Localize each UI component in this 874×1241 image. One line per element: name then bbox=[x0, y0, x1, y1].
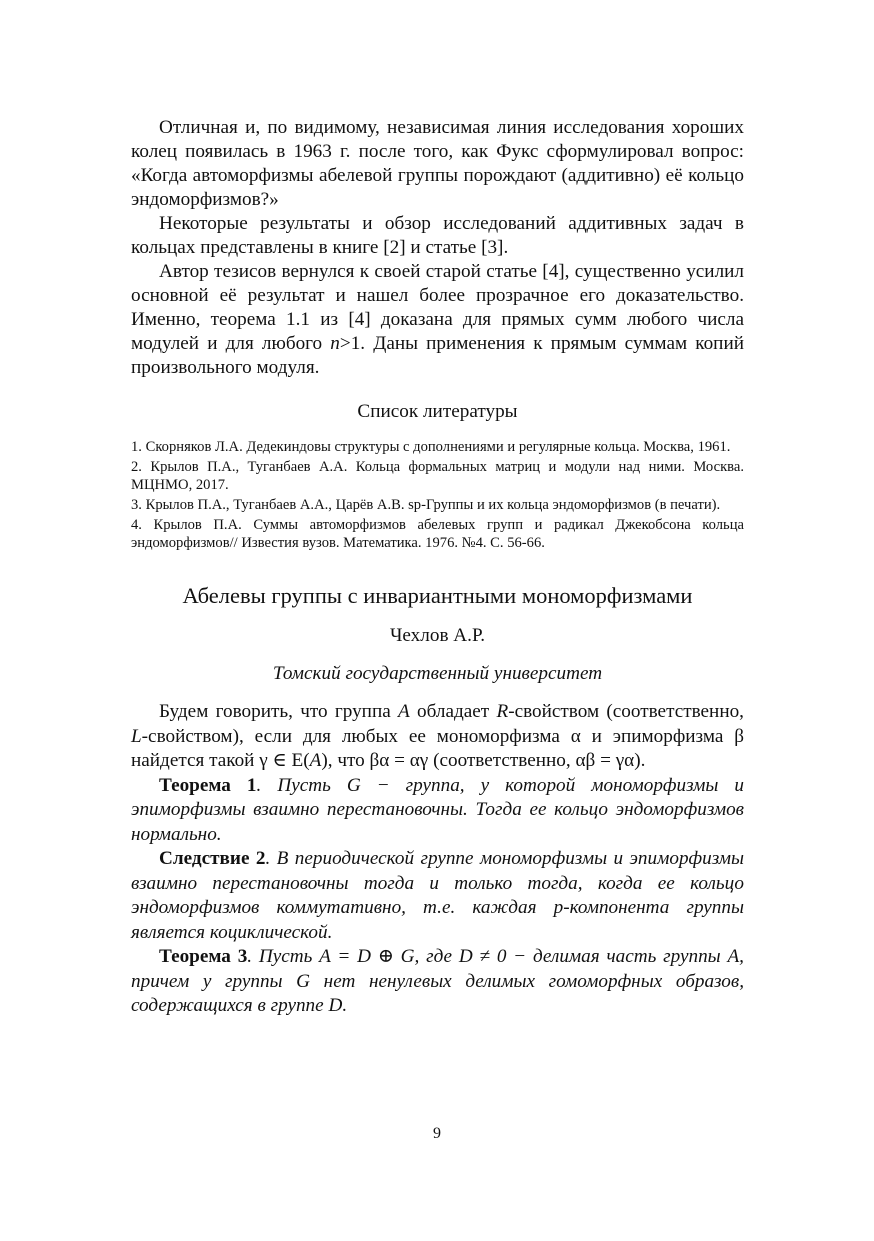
article-affiliation: Томский государственный университет bbox=[272, 663, 603, 684]
intro-paragraph-2: Некоторые результаты и обзор исследований аддитивных задач в кольцах представлены в книге [2] и статье [3]. bbox=[131, 213, 744, 258]
references-title: Список литературы bbox=[357, 401, 518, 422]
intro-paragraph-3 bbox=[131, 260, 744, 380]
theorem-3-label: Теорема 3 bbox=[159, 946, 248, 967]
def-var-a2: A bbox=[309, 750, 322, 771]
theorem-1 bbox=[131, 774, 744, 848]
corollary-2-label: Следствие 2 bbox=[159, 848, 266, 869]
theorem-3-text: . Пусть A = D ⊕ G, где D ≠ 0 − делимая часть группы A, причем у группы G нет ненулевых делимых гомоморфных образов, содержащихся в группе D. bbox=[131, 946, 744, 1016]
references-list bbox=[131, 438, 744, 552]
def-var-r: R bbox=[496, 701, 509, 722]
theorem-1-label: Теорема 1 bbox=[159, 774, 257, 796]
def-text-1: Будем говорить, что группа bbox=[159, 701, 399, 722]
article-body bbox=[131, 700, 744, 1019]
def-text-5: ), что βα = αγ (соответственно, αβ = γα). bbox=[321, 750, 646, 771]
corollary-2-text: . В периодической группе мономорфизмы и эпиморфизмы взаимно перестановочны тогда и только тогда, когда ее кольцо эндоморфизмов коммутативно, т.е. каждая p-компонента группы является коциклической. bbox=[131, 848, 745, 943]
intro-paragraph-3-a: Автор тезисов вернулся к своей старой статье [4], существенно усилил основной её результат и нашел более прозрачное его доказательство. Именно, теорема 1.1 из [4] доказана для прямых сумм любого числа модулей и для любого bbox=[131, 261, 744, 354]
article-author: Чехлов А.Р. bbox=[389, 625, 486, 646]
intro-paragraph-3-b: >1. Даны применения к прямым суммам копий произвольного модуля. bbox=[131, 333, 744, 378]
reference-item-2: 2. Крылов П.А., Туганбаев А.А. Кольца формальных матриц и модули над ними. Москва. МЦНМО, 2017. bbox=[131, 459, 744, 493]
reference-item-1: 1. Скорняков Л.А. Дедекиндовы структуры с дополнениями и регулярные кольца. Москва, 1961. bbox=[131, 439, 731, 455]
theorem-3 bbox=[131, 945, 744, 1019]
reference-item-3: 3. Крылов П.А., Туганбаев А.А., Царёв А.В. sp-Группы и их кольца эндоморфизмов (в печати). bbox=[131, 497, 721, 513]
variable-n: n bbox=[330, 333, 340, 354]
reference-item-4: 4. Крылов П.А. Суммы автоморфизмов абелевых групп и радикал Джекобсона кольца эндоморфизмов// Известия вузов. Математика. 1976. №4. С. 56-66. bbox=[131, 517, 744, 551]
def-var-l: L bbox=[131, 725, 142, 747]
intro-paragraph-1: Отличная и, по видимому, независимая линия исследования хороших колец появилась в 1963 г. после того, как Фукс сформулировал вопрос: «Когда автоморфизмы абелевой группы порождают (аддитивно) её кольцо эндоморфизмов?» bbox=[131, 117, 744, 210]
corollary-2 bbox=[131, 847, 744, 945]
page-number: 9 bbox=[433, 1125, 441, 1142]
def-text-2: обладает bbox=[409, 701, 497, 722]
definition-paragraph bbox=[131, 700, 744, 774]
page-content bbox=[131, 116, 744, 1019]
def-text-4: -свойством), если для любых ее мономорфизма α и эпиморфизма β найдется такой γ ∈ E( bbox=[131, 725, 744, 771]
article-title: Абелевы группы с инвариантными мономорфизмами bbox=[182, 583, 693, 608]
def-text-3: -свойством (соответственно, bbox=[508, 701, 744, 722]
theorem-1-text: . Пусть G − группа, у которой мономорфизмы и эпиморфизмы взаимно перестановочны. Тогда ее кольцо эндоморфизмов нормально. bbox=[131, 774, 744, 845]
def-var-a: A bbox=[398, 701, 410, 722]
